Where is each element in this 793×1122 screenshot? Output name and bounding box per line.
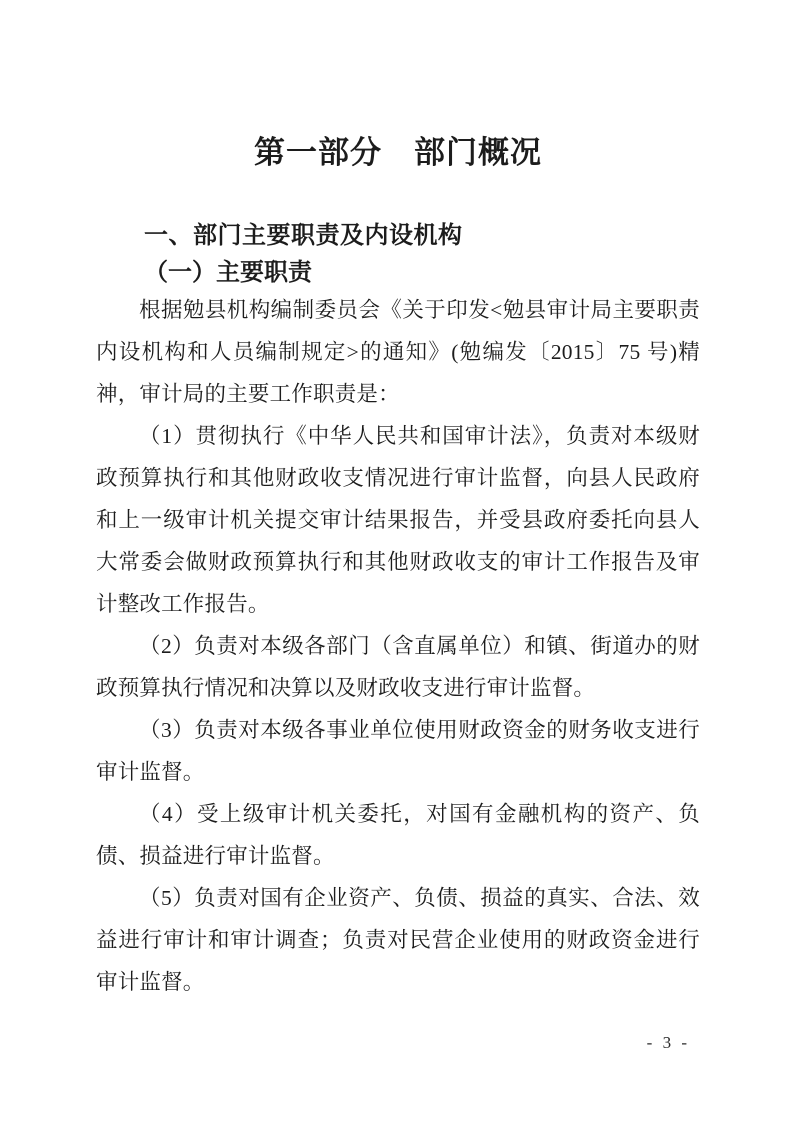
body-paragraph: 根据勉县机构编制委员会《关于印发<勉县审计局主要职责内设机构和人员编制规定>的通知》(勉编发〔2015〕75 号)精神，审计局的主要工作职责是： [96, 298, 700, 406]
body-text-block [96, 289, 700, 1003]
body-paragraph: （3）负责对本级各事业单位使用财政资金的财务收支进行审计监督。 [96, 718, 700, 784]
document-content [0, 135, 793, 1003]
subsection-heading: （一）主要职责 [144, 260, 312, 286]
body-paragraph: （4）受上级审计机关委托，对国有金融机构的资产、负债、损益进行审计监督。 [96, 802, 700, 868]
body-paragraph: （1）贯彻执行《中华人民共和国审计法》，负责对本级财政预算执行和其他财政收支情况进行审计监督，向县人民政府和上一级审计机关提交审计结果报告，并受县政府委托向县人大常委会做财政预算执行和其他财政收支的审计工作报告及审计整改工作报告。 [96, 424, 700, 616]
document-title: 第一部分 部门概况 [254, 135, 542, 170]
page-number: - 3 - [646, 1033, 690, 1052]
section-heading: 一、部门主要职责及内设机构 [144, 222, 463, 249]
body-paragraph: （2）负责对本级各部门（含直属单位）和镇、街道办的财政预算执行情况和决算以及财政收支进行审计监督。 [96, 634, 700, 700]
body-paragraph: （5）负责对国有企业资产、负债、损益的真实、合法、效益进行审计和审计调查；负责对民营企业使用的财政资金进行审计监督。 [96, 886, 700, 994]
